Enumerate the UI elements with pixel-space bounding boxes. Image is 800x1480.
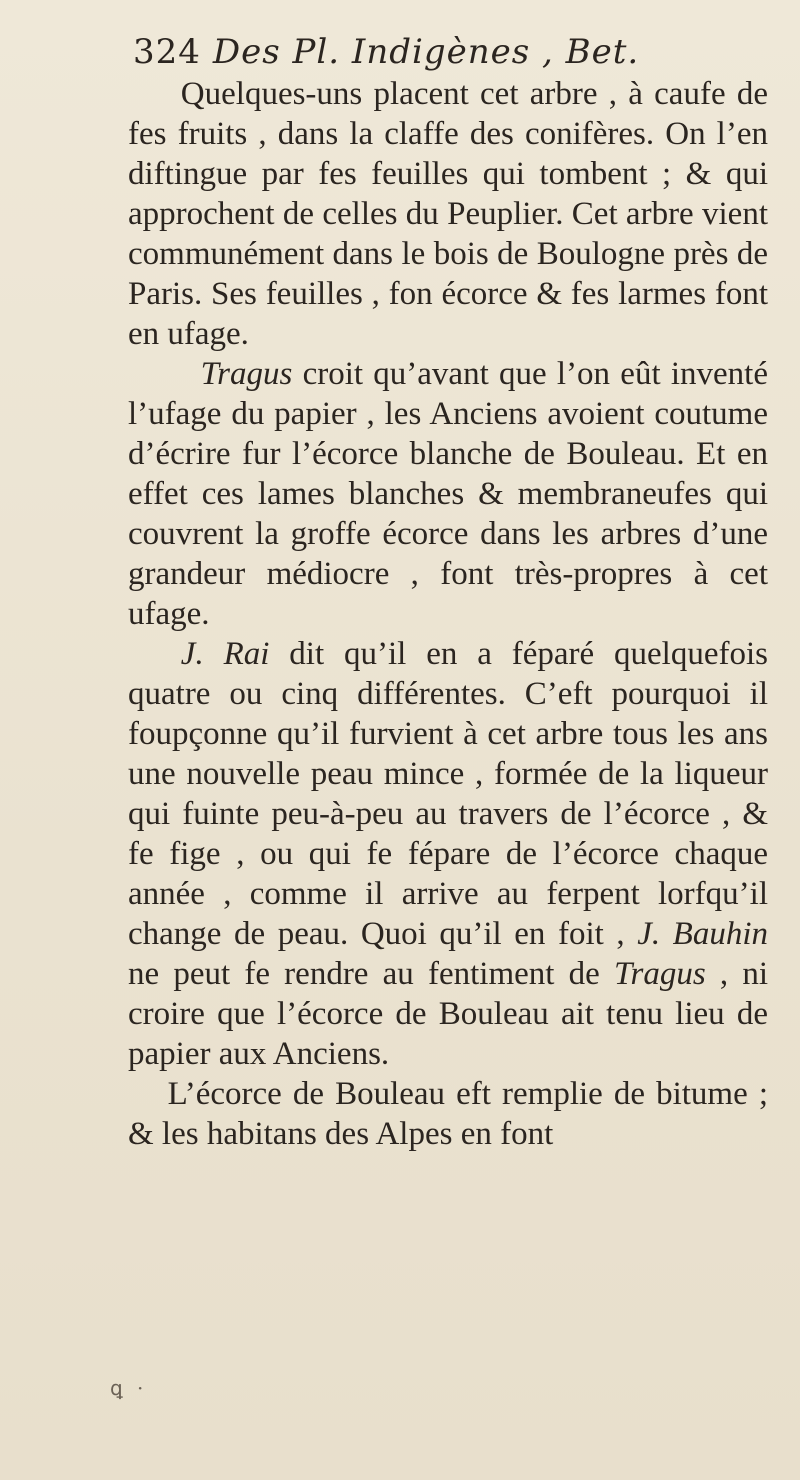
italic-name: Tragus <box>613 956 706 992</box>
italic-name: J. Rai <box>180 636 270 672</box>
text-run: croit qu’avant que l’on eût inventé l’ufage du papier , les Anciens avoient coutume d’écrire fur l’écorce blanche de Bouleau. Et en effet ces lames blanches & membraneufes qui couvrent la groffe écorce dans les arbres d’une grandeur médiocre , font très-propres à cet ufage. <box>128 356 768 632</box>
ink-mark: ꝗ · <box>110 1376 148 1400</box>
running-title: Des Pl. Indigènes , Bet. <box>212 32 640 72</box>
italic-name: J. Bauhin <box>637 916 768 952</box>
italic-name: Tragus <box>200 356 293 392</box>
text-run: ne peut fe rendre au fentiment de <box>128 956 614 992</box>
paragraph <box>128 634 768 1074</box>
text-run: L’écorce de Bouleau eft remplie de bitume ; & les habitans des Alpes en font <box>128 1076 768 1152</box>
paragraph <box>128 74 768 354</box>
text-run: dit qu’il en a féparé quelquefois quatre ou cinq différentes. C’eft pourquoi il foupçonne qu’il furvient à cet arbre tous les ans une nouvelle peau mince , formée de la liqueur qui fuinte peu-à-peu au travers de l’écorce , & fe fige , ou qui fe fépare de l’écorce chaque année , comme il arrive au ferpent lorfqu’il change de peau. Quoi qu’il en foit , <box>128 636 768 952</box>
page-number: 324 <box>133 32 201 72</box>
paragraph <box>128 1074 768 1154</box>
text-run: , ni croire que l’écorce de Bouleau ait tenu lieu de papier aux Anciens. <box>128 956 769 1072</box>
paragraph <box>128 354 768 634</box>
text-run: Quelques-uns placent cet arbre , à caufe de fes fruits , dans la claffe des conifères. On l’en diftingue par fes feuilles qui tombent ; & qui approchent de celles du Peuplier. Cet arbre vient communément dans le bois de Boulogne près de Paris. Ses feuilles , fon écorce & fes larmes font en ufage. <box>128 76 768 352</box>
running-header <box>133 32 763 72</box>
page-body-text <box>128 74 768 1154</box>
